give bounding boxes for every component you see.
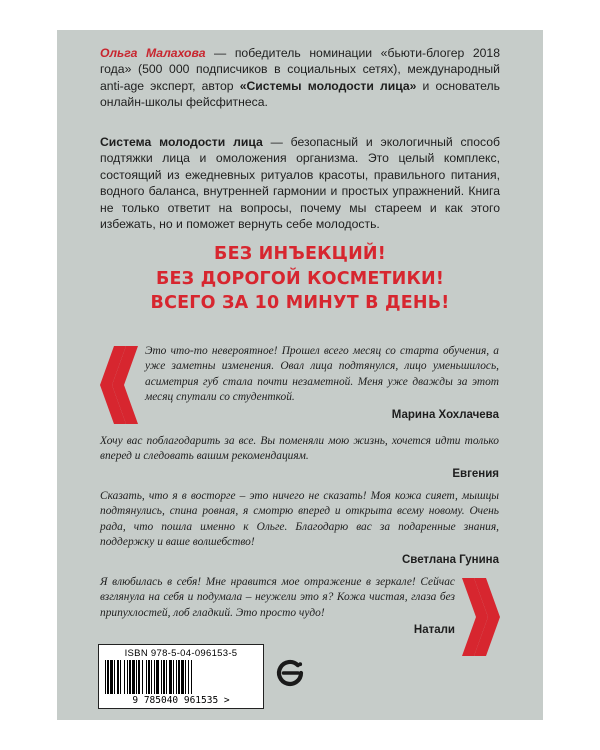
testimonial-quote: Хочу вас поблагодарить за все. Вы поменяли мою жизнь, хочется идти только вперед и следовать вашим рекомендациям.	[100, 435, 499, 463]
barcode-digits: 9 785040 961535 >	[132, 695, 230, 706]
book-description	[100, 134, 500, 232]
author-bio-text-2: и основатель онлайн-школы фейсфитнеса.	[100, 78, 500, 110]
testimonial-quote: Это что-то невероятное! Прошел всего месяц со старта обучения, а уже заметны изменения. Овал лица подтянулся, лицо уменьшилось, асиметрия губ стала почти незаметной. Меня уже дважды за этот месяц спутали со студенткой.	[145, 345, 499, 404]
testimonial-1	[145, 344, 499, 423]
testimonial-author: Светлана Гунина	[401, 553, 499, 566]
isbn-label: ISBN 978-5-04-096153-5	[124, 648, 238, 659]
double-chevron-right-icon	[462, 578, 500, 656]
testimonial-author: Евгения	[452, 467, 499, 480]
barcode-bars	[103, 660, 259, 694]
testimonial-3	[100, 489, 499, 568]
slogan-2: БЕЗ ДОРОГОЙ КОСМЕТИКИ!	[155, 268, 445, 289]
slogan-3: ВСЕГО ЗА 10 МИНУТ В ДЕНЬ!	[150, 293, 450, 313]
author-bio	[100, 45, 500, 111]
testimonial-author: Марина Хохлачева	[391, 408, 499, 421]
barcode-box	[98, 644, 264, 709]
testimonial-author: Натали	[413, 624, 455, 637]
testimonial-2	[100, 434, 499, 482]
author-name: Ольга Малахова	[100, 46, 206, 60]
system-term: Система молодости лица	[100, 135, 263, 149]
description-text: — безопасный и экологичный способ подтяжки лица и омоложения организма. Это целый комплекс, состоящий из ежедневных ритуалов красоты, правильного питания, водного баланса, внутренней гармонии и простых упражнений. Книга не только ответит на вопросы, почему мы стареем и как этого избежать, но и поможет вернуть себе молодость.	[100, 135, 500, 232]
testimonial-quote: Я влюбилась в себя! Мне нравится мое отражение в зеркале! Сейчас взглянула на себя и подумала – неужели это я? Кожа чистая, глаза без припухлостей, лоб гладкий. Это просто чудо!	[100, 576, 455, 619]
testimonial-quote: Сказать, что я в восторге – это ничего не сказать! Моя кожа сияет, мышцы подтянулись, спина ровная, я смотрю вперед и открыта всему новому. Очень рада, что пошла именно к Ольге. Благодарю вас за подаренные знания, поддержку и ваше волшебство!	[100, 490, 499, 549]
testimonial-4	[100, 575, 455, 639]
slogan-1: БЕЗ ИНЪЕКЦИЙ!	[214, 244, 386, 264]
author-bio-text-1: — победитель номинации «бьюти-блогер 2018 года» (500 000 подписчиков в социальных сетях), международный anti-age эксперт, автор	[100, 46, 500, 93]
eksmo-logo	[275, 658, 305, 688]
double-chevron-left-icon	[100, 346, 138, 424]
slogans	[100, 242, 500, 316]
book-title: «Системы молодости лица»	[239, 78, 417, 93]
